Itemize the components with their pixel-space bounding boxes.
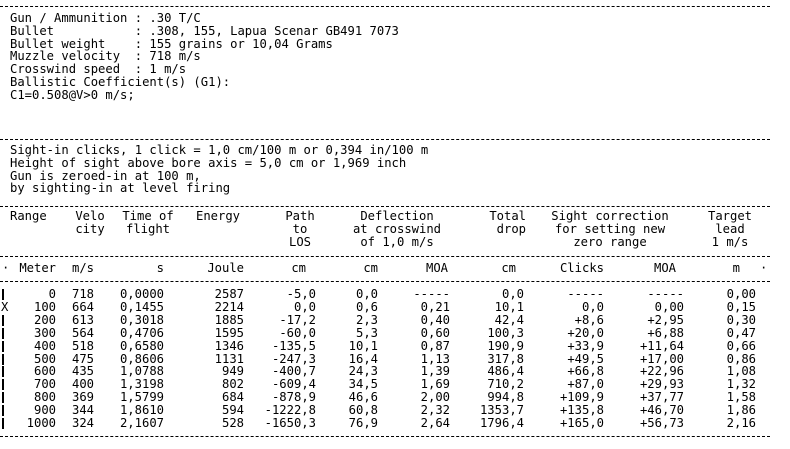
table-cell: 1,86 [726,403,756,418]
column-header: Range [10,209,47,223]
table-cell: 0,0 [501,287,524,301]
table-cell: 1885 [214,312,244,327]
table-cell: 486,4 [487,364,524,379]
table-cell: 0,6 [355,299,378,314]
table-cell: +20,0 [567,325,604,340]
table-cell: 0,0 [293,299,316,314]
table-cell: 1,8610 [119,403,164,418]
unit-label: cm [291,261,306,275]
table-cell: 190,9 [487,338,524,353]
table-cell: 0,87 [420,338,450,353]
zero-range-marker: X [1,299,9,314]
table-cell: 0,60 [420,325,450,340]
table-cell: -1222,8 [264,403,316,418]
column-header: flight [125,222,171,236]
table-cell: 2,32 [420,403,450,418]
table-cell: 1595 [214,325,244,340]
unit-label: MOA [653,261,676,275]
table-cell: -135,5 [271,338,316,353]
info-line: Bullet weight : 155 grains or 10,04 Grams [10,36,333,51]
column-header: Target [707,209,753,223]
table-cell: 710,2 [487,377,524,392]
separator-line [0,256,770,257]
table-cell: 0,21 [420,299,450,314]
table-cell: 594 [221,403,244,418]
table-cell: 200 [33,312,56,327]
unit-label: m [732,261,740,275]
table-cell: 0,66 [726,338,756,353]
table-cell: -247,3 [271,351,316,366]
table-cell: 1,13 [420,351,450,366]
table-cell: +2,95 [647,312,684,327]
column-header: Time of [122,209,174,223]
info-line: C1=0.508@V>0 m/s; [10,87,135,102]
table-cell: +11,64 [639,338,684,353]
table-cell: 100 [33,299,56,314]
table-cell: +66,8 [567,364,604,379]
unit-label: Meter [19,261,56,275]
table-cell: 369 [71,390,94,405]
table-cell: ----- [647,287,684,301]
table-cell: +17,00 [639,351,684,366]
table-cell: 0 [48,287,56,301]
table-cell: +165,0 [559,416,604,430]
unit-label: s [156,261,164,275]
table-cell: 1796,4 [479,416,524,430]
table-cell: 0,15 [726,299,756,314]
table-cell: 2587 [214,287,244,301]
table-cell: 0,0 [581,299,604,314]
table-cell: 300 [33,325,56,340]
table-cell: 0,00 [726,287,756,301]
column-header: Total [489,209,526,223]
table-cell: 42,4 [494,312,524,327]
units-dot: · [2,261,10,275]
table-cell: +22,96 [639,364,684,379]
separator-line [0,206,770,207]
table-cell: 435 [71,364,94,379]
table-cell: 0,4706 [119,325,164,340]
unit-label: cm [363,261,378,275]
table-cell: 400 [71,377,94,392]
table-cell: 2214 [214,299,244,314]
table-cell: 60,8 [348,403,378,418]
table-cell: 0,30 [726,312,756,327]
table-cell: 2,00 [420,390,450,405]
column-header: Deflection [360,209,434,223]
table-cell: 500 [33,351,56,366]
table-cell: 684 [221,390,244,405]
table-cell: +29,93 [639,377,684,392]
table-cell: 34,5 [348,377,378,392]
table-cell: 0,0000 [119,287,164,301]
table-cell: 0,8606 [119,351,164,366]
table-cell: 994,8 [487,390,524,405]
info-line: Muzzle velocity : 718 m/s [10,49,201,64]
table-cell: 1353,7 [479,403,524,418]
table-cell: 0,0 [355,287,378,301]
info-line: Crosswind speed : 1 m/s [10,62,187,77]
table-cell: 10,1 [494,299,524,314]
column-header: Path [285,209,315,223]
sight-line: Height of sight above bore axis = 5,0 cm or 1,969 inch [10,155,407,170]
table-cell: 0,3018 [119,312,164,327]
table-cell: 1346 [214,338,244,353]
info-line: Ballistic Coefficient(s) (G1): [10,75,231,89]
units-dot: · [760,261,768,275]
column-header: LOS [288,235,311,249]
table-cell: 664 [71,299,94,314]
table-cell: +37,77 [639,390,684,405]
column-header: 1 m/s [711,235,749,249]
table-cell: +135,8 [559,403,604,418]
table-cell: 802 [221,377,244,392]
info-line: Bullet : .308, 155, Lapua Scenar GB491 7073 [10,23,399,38]
table-cell: 1,08 [726,364,756,379]
table-cell: -5,0 [286,287,316,301]
separator-line [0,436,770,437]
separator-line [0,6,770,7]
column-header: zero range [573,235,647,249]
table-cell: -609,4 [271,377,316,392]
column-header: drop [496,222,526,236]
table-cell: 1,32 [726,377,756,392]
table-cell: +56,73 [639,416,684,430]
table-cell: 317,8 [487,351,524,366]
table-cell: 100,3 [487,325,524,340]
table-cell: -1650,3 [264,416,316,430]
table-cell: 2,64 [420,416,450,430]
sight-line: by sighting-in at level firing [10,181,231,196]
table-cell: 1,58 [726,390,756,405]
table-cell: 0,86 [726,351,756,366]
column-header: to [292,222,308,236]
table-cell: 528 [221,416,244,430]
column-header: for setting new [554,222,666,236]
table-cell: 10,1 [348,338,378,353]
unit-label: MOA [425,261,448,275]
table-cell: 0,6580 [119,338,164,353]
unit-label: Joule [207,261,244,275]
sight-line: Sight-in clicks, 1 click = 1,0 cm/100 m or 0,394 in/100 m [10,143,429,157]
table-cell: 518 [71,338,94,353]
column-header: Energy [196,209,241,223]
table-cell: +109,9 [559,390,604,405]
table-cell: 2,3 [355,312,378,327]
table-cell: 324 [71,416,94,430]
table-cell: +87,0 [567,377,604,392]
table-cell: ----- [413,287,450,301]
table-cell: 800 [33,390,56,405]
table-cell: +49,5 [567,351,604,366]
table-cell: -878,9 [271,390,316,405]
table-cell: ----- [567,287,604,301]
table-cell: 76,9 [348,416,378,430]
table-cell: 1000 [26,416,56,430]
unit-label: Clicks [559,261,604,275]
table-cell: 1131 [214,351,244,366]
table-cell: 949 [221,364,244,379]
table-cell: 1,39 [420,364,450,379]
table-cell: 1,69 [420,377,450,392]
table-cell: 900 [33,403,56,418]
table-cell: 1,3198 [119,377,164,392]
table-cell: 24,3 [348,364,378,379]
table-cell: 0,47 [726,325,756,340]
table-cell: 2,16 [726,416,756,430]
table-cell: 2,1607 [119,416,164,430]
table-cell: 613 [71,312,94,327]
table-cell: 475 [71,351,94,366]
table-cell: 1,0788 [119,364,164,379]
info-line: Gun / Ammunition : .30 T/C [10,11,201,25]
table-cell: 344 [71,403,94,418]
table-cell: +6,88 [647,325,684,340]
table-cell: 0,40 [420,312,450,327]
table-cell: 0,1455 [119,299,164,314]
table-cell: -400,7 [271,364,316,379]
table-cell: -17,2 [279,312,316,327]
column-header: Sight correction [551,209,669,223]
table-cell: +33,9 [567,338,604,353]
unit-label: m/s [71,261,94,275]
table-cell: 400 [33,338,56,353]
table-cell: 600 [33,364,56,379]
column-header: of 1,0 m/s [360,235,434,249]
unit-label: cm [501,261,516,275]
table-cell: 16,4 [348,351,378,366]
table-cell: 0,00 [654,299,684,314]
column-header: lead [715,222,745,236]
table-cell: 564 [71,325,94,340]
column-header: city [75,222,105,236]
table-cell: 700 [33,377,56,392]
table-cell: 1,5799 [119,390,164,405]
table-cell: +46,70 [639,403,684,418]
table-cell: 718 [71,287,94,301]
column-header: at crosswind [352,222,442,236]
separator-line [0,139,770,140]
table-cell: 46,6 [348,390,378,405]
column-header: Velo [75,209,105,223]
table-cell: -60,0 [279,325,316,340]
separator-line [0,281,770,282]
table-cell: +8,6 [574,312,604,327]
table-cell: 5,3 [355,325,378,340]
sight-line: Gun is zeroed-in at 100 m, [10,168,201,183]
